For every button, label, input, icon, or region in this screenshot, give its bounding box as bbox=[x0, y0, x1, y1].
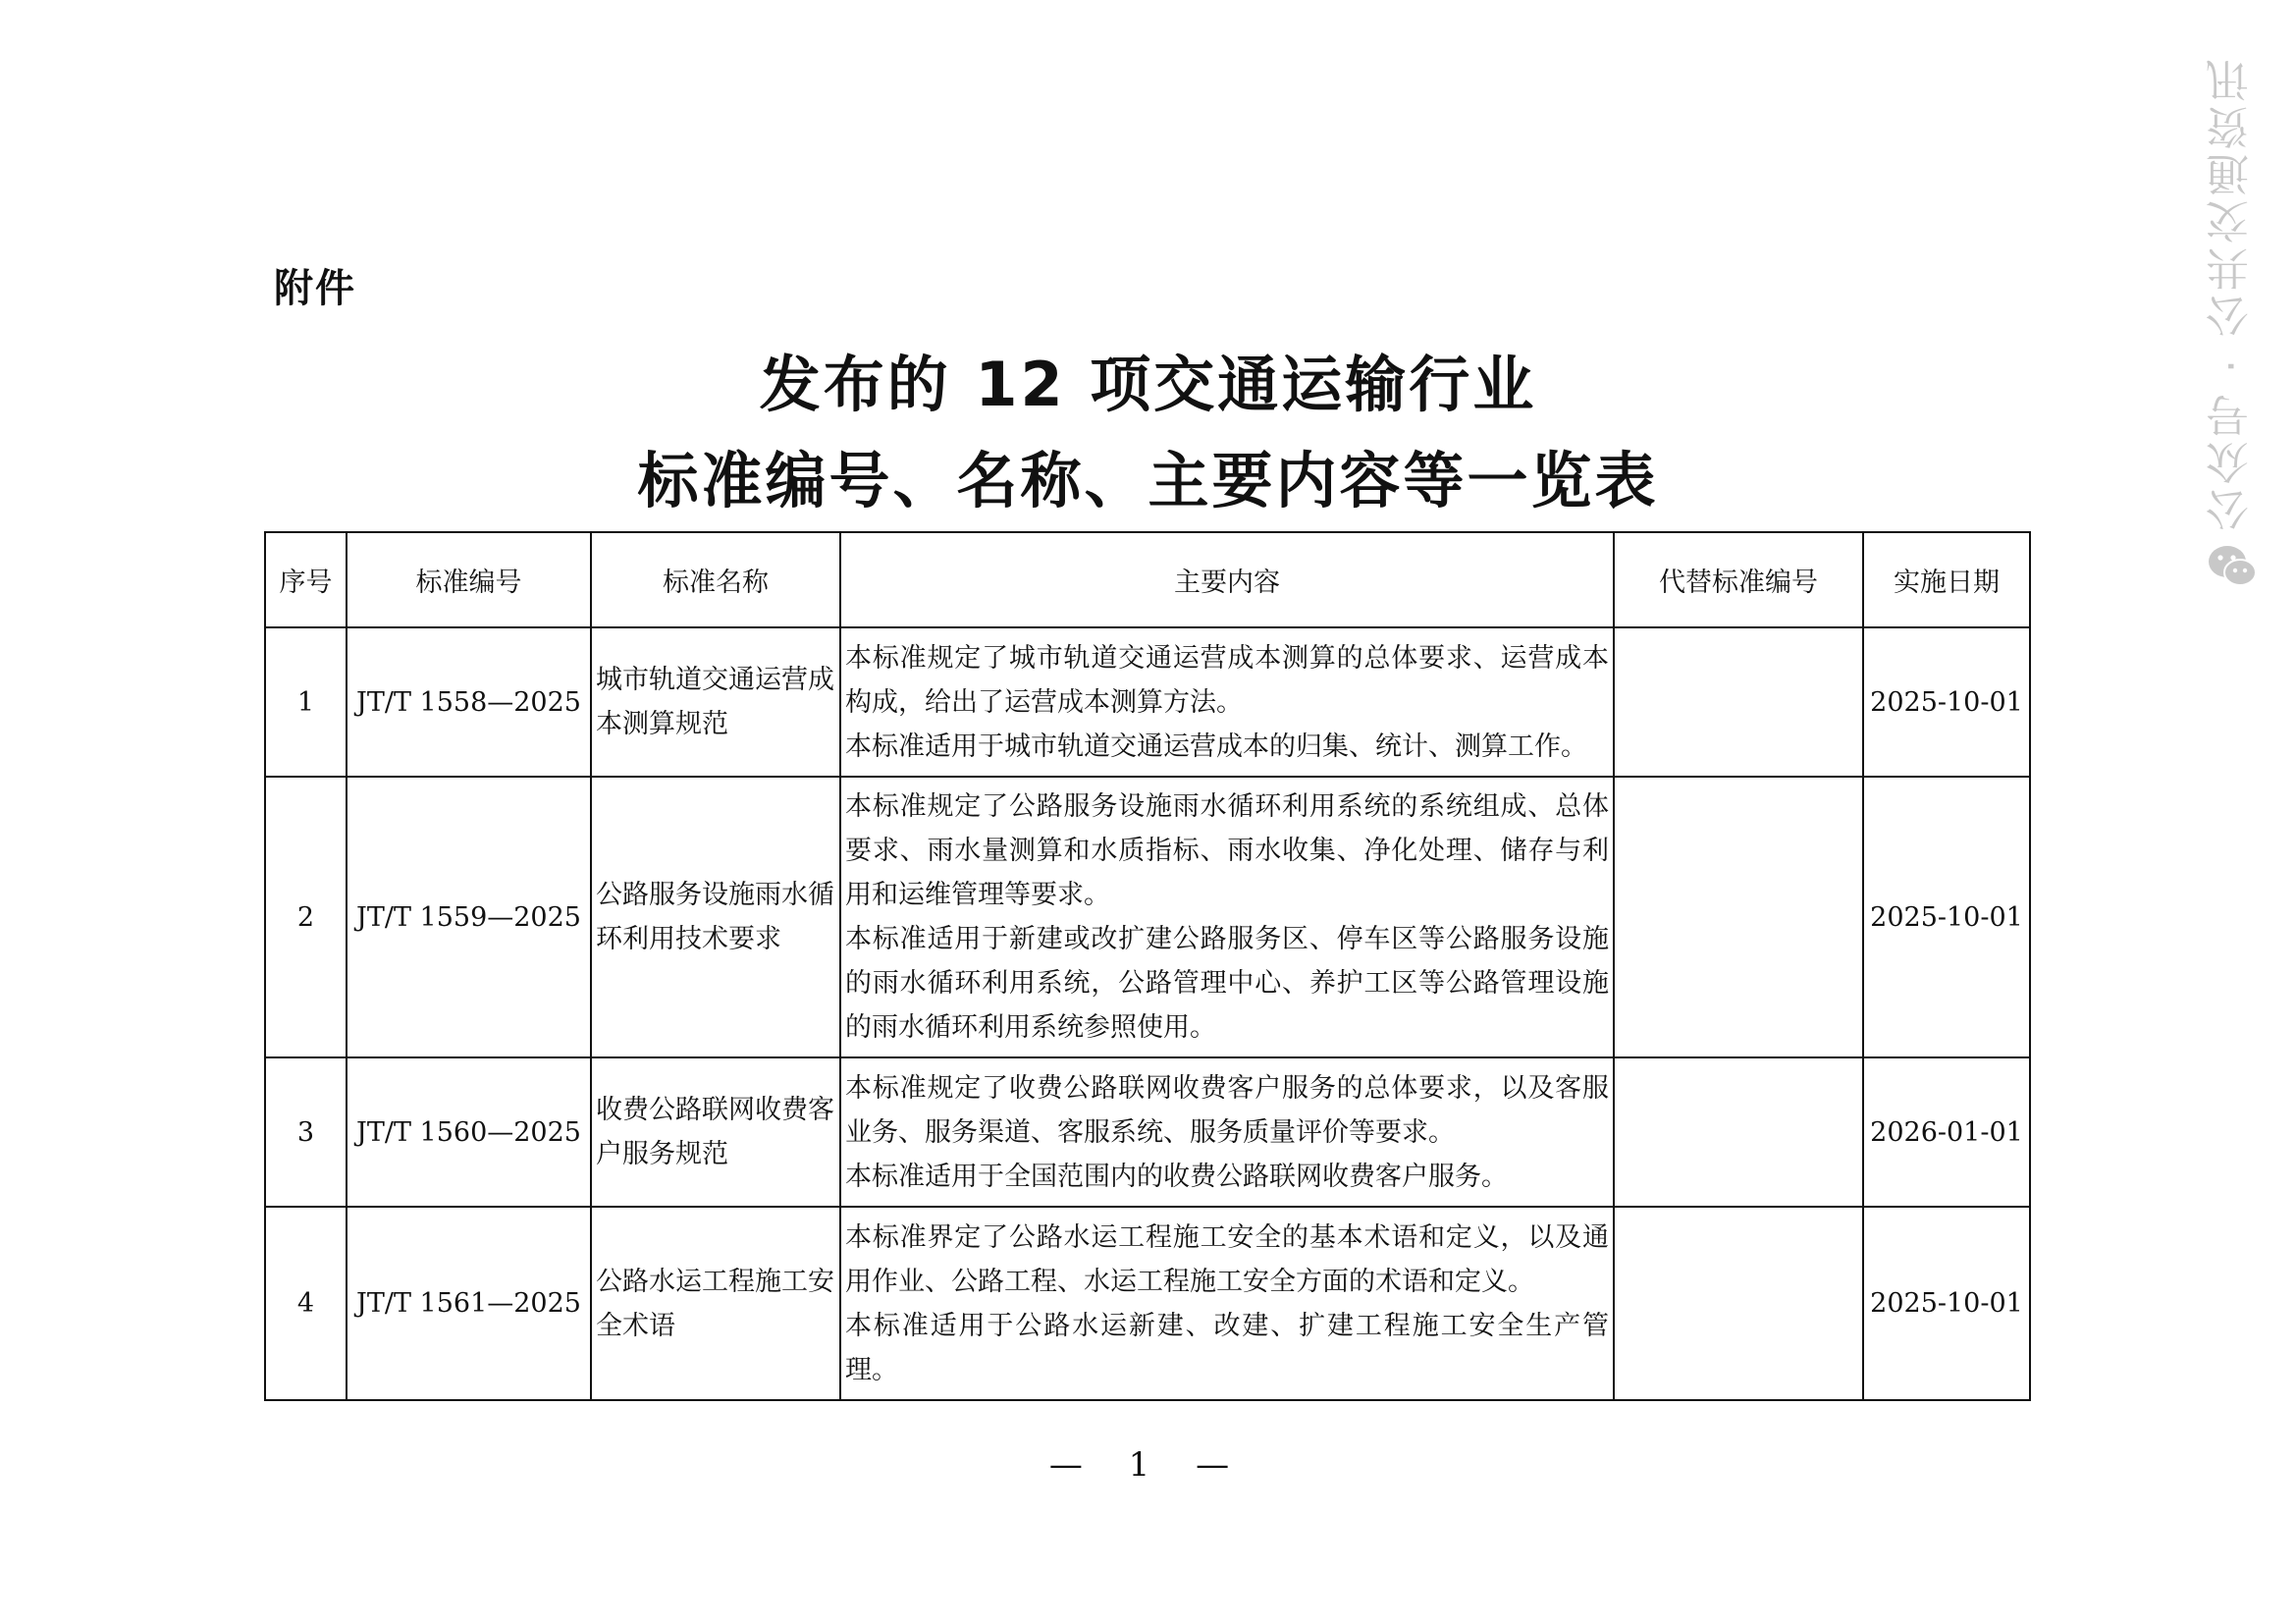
row-replaces bbox=[1614, 1057, 1863, 1207]
row-code: JT/T 1561—2025 bbox=[347, 1207, 591, 1400]
wechat-icon bbox=[2206, 540, 2259, 593]
row-replaces bbox=[1614, 627, 1863, 777]
row-date: 2025-10-01 bbox=[1863, 627, 2030, 777]
row-name: 公路服务设施雨水循环利用技术要求 bbox=[591, 777, 840, 1057]
row-no: 3 bbox=[265, 1057, 347, 1207]
row-content-p2: 本标准适用于新建或改扩建公路服务区、停车区等公路服务设施的雨水循环利用系统，公路管理中心、养护工区等公路管理设施的雨水循环利用系统参照使用。 bbox=[845, 924, 1609, 1043]
page-number: — 1 — bbox=[1048, 1445, 1248, 1485]
watermark-text: 公众号 · 公共交通资讯 bbox=[2207, 55, 2257, 532]
row-content-p2: 本标准适用于公路水运新建、改建、扩建工程施工安全生产管理。 bbox=[845, 1310, 1609, 1385]
table-header-row bbox=[265, 532, 2030, 627]
row-date: 2025-10-01 bbox=[1863, 777, 2030, 1057]
row-content-p1: 本标准规定了城市轨道交通运营成本测算的总体要求、运营成本构成，给出了运营成本测算方法。 bbox=[845, 642, 1609, 718]
row-code: JT/T 1560—2025 bbox=[347, 1057, 591, 1207]
row-content-p1: 本标准规定了收费公路联网收费客户服务的总体要求，以及客服业务、服务渠道、客服系统、服务质量评价等要求。 bbox=[845, 1072, 1609, 1148]
row-name: 公路水运工程施工安全术语 bbox=[591, 1207, 840, 1400]
row-content-p1: 本标准界定了公路水运工程施工安全的基本术语和定义，以及通用作业、公路工程、水运工程施工安全方面的术语和定义。 bbox=[845, 1221, 1609, 1297]
header-code: 标准编号 bbox=[347, 532, 591, 627]
row-no: 4 bbox=[265, 1207, 347, 1400]
attachment-label: 附件 bbox=[274, 266, 356, 311]
page-title-line1: 发布的 12 项交通运输行业 bbox=[759, 349, 1537, 420]
row-content bbox=[840, 627, 1614, 777]
standards-table bbox=[264, 531, 2031, 1401]
header-no: 序号 bbox=[265, 532, 347, 627]
table-row bbox=[265, 1207, 2030, 1400]
row-content bbox=[840, 1207, 1614, 1400]
row-date: 2025-10-01 bbox=[1863, 1207, 2030, 1400]
table-row bbox=[265, 777, 2030, 1057]
row-name: 收费公路联网收费客户服务规范 bbox=[591, 1057, 840, 1207]
watermark bbox=[2203, 55, 2262, 605]
table-row bbox=[265, 1057, 2030, 1207]
row-content bbox=[840, 1057, 1614, 1207]
row-content-p2: 本标准适用于城市轨道交通运营成本的归集、统计、测算工作。 bbox=[845, 731, 1587, 762]
row-content-p2: 本标准适用于全国范围内的收费公路联网收费客户服务。 bbox=[845, 1161, 1508, 1192]
row-replaces bbox=[1614, 1207, 1863, 1400]
row-no: 2 bbox=[265, 777, 347, 1057]
row-code: JT/T 1559—2025 bbox=[347, 777, 591, 1057]
row-replaces bbox=[1614, 777, 1863, 1057]
page-title-line2: 标准编号、名称、主要内容等一览表 bbox=[637, 445, 1659, 516]
row-no: 1 bbox=[265, 627, 347, 777]
header-name: 标准名称 bbox=[591, 532, 840, 627]
header-content: 主要内容 bbox=[840, 532, 1614, 627]
row-content-p1: 本标准规定了公路服务设施雨水循环利用系统的系统组成、总体要求、雨水量测算和水质指标、雨水收集、净化处理、储存与利用和运维管理等要求。 bbox=[845, 791, 1609, 910]
table-row bbox=[265, 627, 2030, 777]
header-replaces: 代替标准编号 bbox=[1614, 532, 1863, 627]
row-content bbox=[840, 777, 1614, 1057]
row-code: JT/T 1558—2025 bbox=[347, 627, 591, 777]
row-name: 城市轨道交通运营成本测算规范 bbox=[591, 627, 840, 777]
header-date: 实施日期 bbox=[1863, 532, 2030, 627]
row-date: 2026-01-01 bbox=[1863, 1057, 2030, 1207]
